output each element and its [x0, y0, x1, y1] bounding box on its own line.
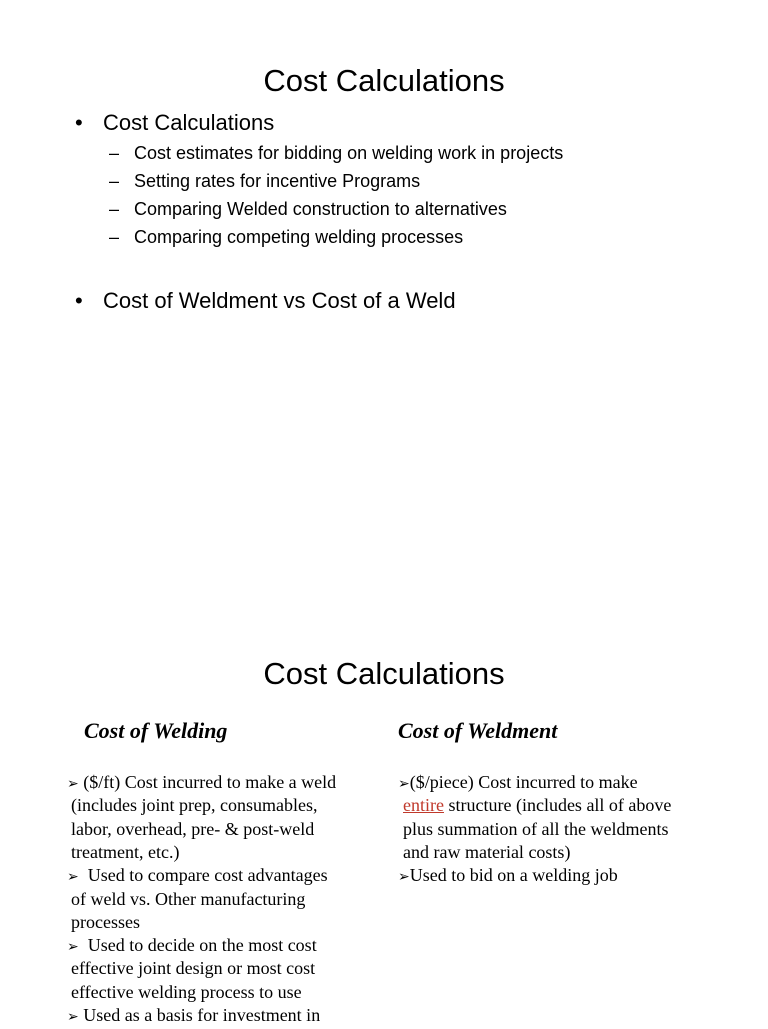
list-item-continuation: of weld vs. Other manufacturing [71, 888, 306, 909]
list-item-continuation: treatment, etc.) [71, 841, 180, 862]
sub-text: Comparing Welded construction to alternatives [134, 199, 507, 219]
arrow-bullet-icon: ➢ [398, 869, 410, 886]
bullet-dot: • [75, 288, 83, 313]
list-item: ➢ ($/ft) Cost incurred to make a weld [67, 772, 337, 792]
list-item-continuation: effective welding process to use [71, 981, 302, 1002]
arrow-bullet-icon: ➢ [67, 869, 79, 886]
list-item-continuation: labor, overhead, pre- & post-weld [71, 818, 315, 839]
entire-link[interactable]: entire [403, 795, 444, 816]
list-item: ➢Used to bid on a welding job [398, 865, 618, 886]
sub-dash: – [109, 143, 120, 163]
slide-2-title: Cost Calculations [263, 656, 505, 691]
sub-dash: – [109, 227, 120, 247]
list-item: ➢($/piece) Cost incurred to make [398, 772, 638, 792]
list-item: ➢ Used to compare cost advantages [67, 865, 328, 886]
sub-dash: – [109, 171, 120, 191]
sub-text: Comparing competing welding processes [134, 227, 464, 247]
list-item-continuation: and raw material costs) [403, 841, 571, 862]
slide-1-title: Cost Calculations [263, 63, 505, 98]
arrow-bullet-icon: ➢ [67, 939, 79, 956]
list-item-continuation: plus summation of all the weldments [403, 818, 669, 839]
arrow-bullet-icon: ➢ [67, 776, 79, 792]
cost-of-welding-heading: Cost of Welding [84, 718, 228, 743]
list-item-continuation: (includes joint prep, consumables, [71, 795, 318, 816]
cost-of-welding-list [67, 771, 372, 1024]
list-item-continuation: effective joint design or most cost [71, 958, 316, 979]
sub-text: Cost estimates for bidding on welding work in projects [134, 143, 564, 163]
bullet-text: Cost of Weldment vs Cost of a Weld [103, 288, 456, 313]
bullet-dot: • [75, 110, 83, 135]
sub-dash: – [109, 199, 120, 219]
arrow-bullet-icon: ➢ [67, 1009, 79, 1025]
slide-2 [0, 592, 768, 1024]
cost-of-weldment-list [398, 771, 758, 891]
list-item: ➢ Used to decide on the most cost [67, 935, 317, 956]
bullet-text: Cost Calculations [103, 110, 275, 135]
list-item-continuation: entire structure (includes all of above [403, 795, 672, 816]
arrow-bullet-icon: ➢ [398, 776, 410, 792]
list-item: ➢ Used as a basis for investment in [67, 1005, 321, 1025]
list-item-continuation: processes [71, 911, 140, 932]
sub-text: Setting rates for incentive Programs [134, 171, 421, 191]
cost-of-weldment-heading: Cost of Weldment [398, 718, 558, 743]
